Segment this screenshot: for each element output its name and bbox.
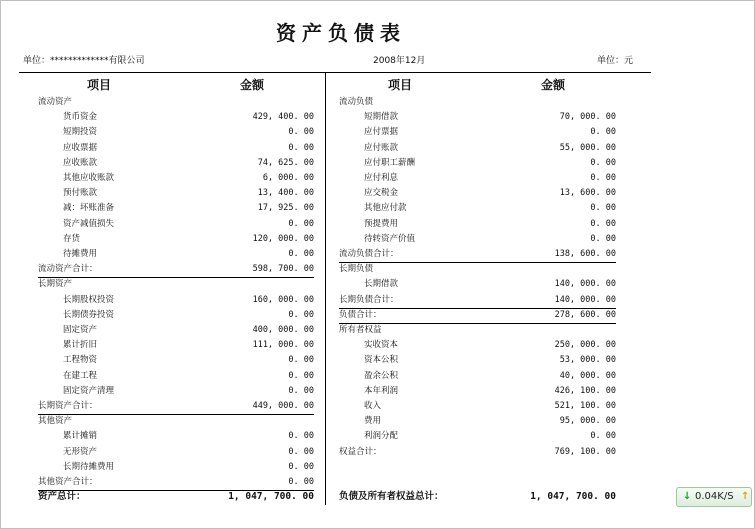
asset-amount: 111, 000. 00 — [252, 340, 314, 351]
asset-label: 流动资产 — [38, 97, 73, 107]
liability-label: 应付利息 — [364, 173, 399, 183]
asset-label: 减：坏账准备 — [63, 203, 115, 214]
liability-label: 长期负债合计： — [339, 294, 399, 305]
liability-amount: 53, 000. 00 — [559, 355, 616, 366]
asset-amount: 0. 00 — [288, 249, 314, 259]
liability-row — [339, 95, 616, 110]
liability-label: 资本公积 — [364, 355, 399, 366]
asset-amount: 0. 00 — [288, 461, 314, 472]
liab-equity-total-amount: 1, 047, 700. 00 — [530, 491, 616, 502]
liability-row — [339, 171, 616, 186]
liability-row — [339, 445, 616, 460]
asset-label: 预付账款 — [63, 188, 98, 199]
left-item-header: 项目 — [87, 78, 112, 92]
asset-row — [38, 171, 314, 186]
asset-label: 固定资产 — [63, 325, 98, 335]
liability-label: 预提费用 — [364, 218, 399, 229]
liability-amount: 70, 000. 00 — [559, 112, 616, 123]
asset-amount: 0. 00 — [288, 446, 314, 457]
liability-row — [339, 384, 616, 399]
liability-amount: 769, 100. 00 — [554, 446, 616, 457]
asset-label: 应收账款 — [63, 157, 98, 168]
liability-row — [339, 232, 616, 247]
liability-label: 应付职工薪酬 — [364, 157, 416, 168]
asset-amount: 429, 400. 00 — [252, 112, 314, 123]
asset-label: 资产减值损失 — [63, 218, 115, 229]
liability-row — [339, 247, 616, 262]
network-speed-widget[interactable] — [676, 487, 752, 507]
asset-row — [38, 323, 314, 338]
asset-label: 工程物资 — [63, 355, 98, 366]
report-title: 资产负债表 — [276, 21, 406, 45]
asset-amount: 6, 000. 00 — [262, 173, 314, 183]
liability-amount: 13, 600. 00 — [559, 188, 616, 199]
liability-label: 长期负债 — [339, 264, 374, 275]
asset-row — [38, 460, 314, 475]
liability-label: 负债合计： — [339, 309, 382, 320]
asset-label: 其他应收账款 — [63, 173, 115, 183]
liability-row — [339, 125, 616, 140]
column-divider — [325, 73, 326, 505]
liability-amount: 426, 100. 00 — [554, 385, 616, 396]
liability-row — [339, 293, 616, 308]
liab-equity-total-label: 负债及所有者权益总计： — [339, 491, 444, 502]
liability-row — [339, 201, 616, 216]
liability-amount: 0. 00 — [590, 173, 616, 183]
liability-row — [339, 414, 616, 429]
period-label: 2008年12月 — [373, 56, 426, 66]
asset-row — [38, 475, 314, 490]
asset-row — [38, 399, 314, 414]
liability-amount: 0. 00 — [590, 157, 616, 168]
liability-amount: 0. 00 — [590, 431, 616, 442]
asset-row — [38, 156, 314, 171]
liability-label: 应付票据 — [364, 127, 399, 138]
liability-label: 长期借款 — [364, 279, 399, 290]
asset-row — [38, 217, 314, 232]
asset-label: 累计摊销 — [63, 431, 98, 442]
header-rule — [19, 72, 651, 73]
liability-amount: 140, 000. 00 — [554, 279, 616, 290]
liability-label: 流动负债合计： — [339, 249, 399, 259]
asset-row — [38, 247, 314, 262]
liability-row — [339, 186, 616, 201]
asset-amount: 17, 925. 00 — [257, 203, 314, 214]
asset-amount: 0. 00 — [288, 477, 314, 487]
asset-label: 无形资产 — [63, 446, 98, 457]
liability-label: 流动负债 — [339, 97, 374, 107]
asset-amount: 0. 00 — [288, 142, 314, 153]
asset-row — [38, 141, 314, 156]
liability-label: 权益合计： — [339, 446, 382, 457]
asset-amount: 449, 000. 00 — [252, 401, 314, 411]
asset-amount: 120, 000. 00 — [252, 233, 314, 244]
asset-row — [38, 232, 314, 247]
assets-total-label: 资产总计： — [38, 491, 86, 502]
asset-amount: 0. 00 — [288, 218, 314, 229]
liability-label: 费用 — [364, 416, 382, 427]
asset-label: 长期待摊费用 — [63, 461, 115, 472]
asset-row — [38, 293, 314, 308]
asset-row — [38, 110, 314, 125]
liability-label: 盈余公积 — [364, 370, 399, 381]
asset-row — [38, 384, 314, 399]
asset-row — [38, 95, 314, 110]
liability-amount: 250, 000. 00 — [554, 340, 616, 351]
asset-row — [38, 277, 314, 292]
asset-label: 长期资产 — [38, 279, 73, 290]
asset-label: 存货 — [63, 233, 81, 244]
liability-amount: 278, 600. 00 — [554, 309, 616, 320]
asset-label: 长期资产合计： — [38, 401, 98, 411]
asset-amount: 74, 625. 00 — [257, 157, 314, 168]
asset-amount: 598, 700. 00 — [252, 264, 314, 275]
asset-row — [38, 186, 314, 201]
asset-amount: 0. 00 — [288, 355, 314, 366]
liability-amount: 0. 00 — [590, 233, 616, 244]
speed-text: 0.04K/S — [695, 491, 734, 502]
asset-row — [38, 353, 314, 368]
assets-total-amount: 1, 047, 700. 00 — [228, 491, 314, 502]
liability-label: 实收资本 — [364, 340, 399, 351]
assets-total-row — [38, 490, 314, 504]
liability-row — [339, 323, 616, 338]
asset-amount: 0. 00 — [288, 431, 314, 442]
asset-label: 短期投资 — [63, 127, 98, 138]
liability-label: 应交税金 — [364, 188, 399, 199]
asset-amount: 400, 000. 00 — [252, 325, 314, 335]
liability-row — [339, 110, 616, 125]
asset-row — [38, 414, 314, 429]
asset-label: 待摊费用 — [63, 249, 98, 259]
asset-row — [38, 201, 314, 216]
asset-label: 货币资金 — [63, 112, 98, 123]
liability-row — [339, 369, 616, 384]
asset-label: 应收票据 — [63, 142, 98, 153]
right-amount-header: 金额 — [541, 78, 566, 92]
liability-row — [339, 217, 616, 232]
liability-amount: 0. 00 — [590, 218, 616, 229]
right-item-header: 项目 — [388, 78, 413, 92]
liability-amount: 0. 00 — [590, 203, 616, 214]
asset-label: 其他资产合计： — [38, 477, 98, 487]
liability-label: 待转资产价值 — [364, 233, 416, 244]
asset-label: 在建工程 — [63, 370, 98, 381]
asset-row — [38, 369, 314, 384]
liability-row — [339, 156, 616, 171]
asset-label: 长期股权投资 — [63, 294, 115, 305]
up-arrow-icon: ↑ — [741, 491, 750, 502]
liability-label: 本年利润 — [364, 385, 399, 396]
liability-label: 应付账款 — [364, 142, 399, 153]
asset-row — [38, 338, 314, 353]
asset-row — [38, 429, 314, 444]
currency-label: 单位：元 — [597, 56, 634, 66]
liability-amount: 140, 000. 00 — [554, 294, 616, 305]
liability-label: 收入 — [364, 401, 382, 411]
down-arrow-icon: ↓ — [683, 491, 692, 502]
asset-amount: 0. 00 — [288, 127, 314, 138]
liability-amount: 0. 00 — [590, 127, 616, 138]
liability-row — [339, 338, 616, 353]
asset-label: 其他资产 — [38, 416, 73, 427]
asset-label: 固定资产清理 — [63, 385, 115, 396]
liability-row — [339, 429, 616, 444]
asset-row — [38, 308, 314, 323]
liability-amount: 521, 100. 00 — [554, 401, 616, 411]
asset-amount: 0. 00 — [288, 385, 314, 396]
liability-amount: 40, 000. 00 — [559, 370, 616, 381]
asset-row — [38, 125, 314, 140]
liability-row — [339, 262, 616, 277]
liability-amount: 138, 600. 00 — [554, 249, 616, 259]
liability-row — [339, 141, 616, 156]
asset-amount: 160, 000. 00 — [252, 294, 314, 305]
asset-label: 累计折旧 — [63, 340, 98, 351]
asset-label: 流动资产合计： — [38, 264, 98, 275]
liability-row — [339, 399, 616, 414]
asset-row — [38, 445, 314, 460]
asset-amount: 13, 400. 00 — [257, 188, 314, 199]
asset-row — [38, 262, 314, 277]
liability-label: 短期借款 — [364, 112, 399, 123]
liability-row — [339, 277, 616, 292]
liability-label: 其他应付款 — [364, 203, 407, 214]
liab-equity-total-row — [339, 490, 616, 504]
asset-amount: 0. 00 — [288, 309, 314, 320]
unit-label: 单位：*************有限公司 — [23, 56, 145, 66]
asset-label: 长期债券投资 — [63, 309, 115, 320]
liability-row — [339, 353, 616, 368]
left-amount-header: 金额 — [240, 78, 265, 92]
liability-amount: 95, 000. 00 — [559, 416, 616, 427]
liability-label: 利润分配 — [364, 431, 399, 442]
liability-label: 所有者权益 — [339, 325, 382, 335]
liability-amount: 55, 000. 00 — [559, 142, 616, 153]
asset-amount: 0. 00 — [288, 370, 314, 381]
liability-row — [339, 308, 616, 323]
